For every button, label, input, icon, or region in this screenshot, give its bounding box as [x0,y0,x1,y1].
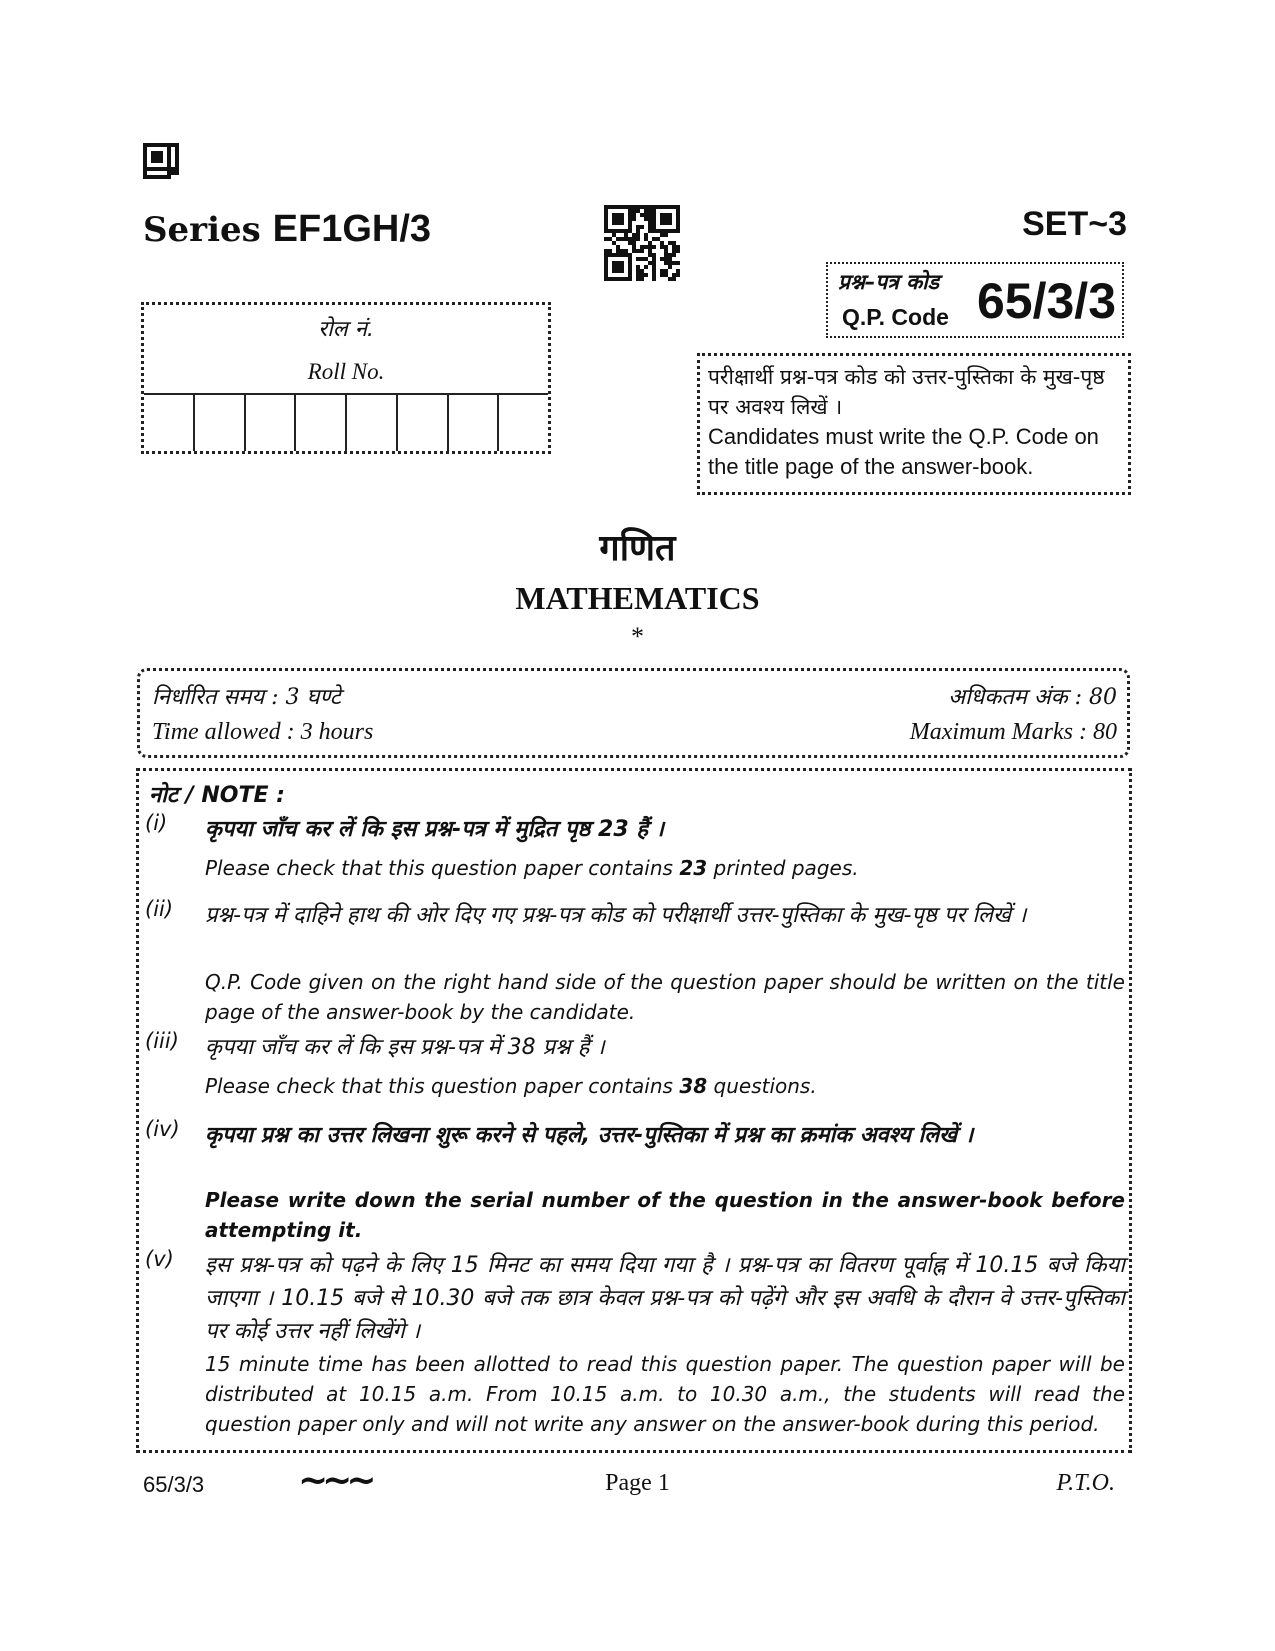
qr-module [175,175,179,179]
candidate-note-box [697,353,1131,495]
note-text: questions. [707,1074,817,1098]
note-item-en: Q.P. Code given on the right hand side of the question paper should be written on the title page of the answer-book by the candidate. [205,970,1125,1024]
qp-code-value: 65/3/3 [976,273,1116,329]
time-allowed-hi: निर्धारित समय : 3 घण्टे [152,685,341,710]
subject-title-hi: गणित [599,528,676,569]
footer-qp-code: 65/3/3 [143,1472,205,1497]
footer-pto: P.T.O. [1056,1470,1115,1496]
roll-cell[interactable] [296,395,347,451]
footer-page-number: Page 1 [605,1470,670,1496]
roll-cell[interactable] [144,395,195,451]
note-item-en [205,1071,1125,1101]
exam-info-box [137,668,1130,758]
roll-no-label-en: Roll No. [307,359,385,384]
qp-code-label-hi: प्रश्न–पत्र कोड [838,270,939,294]
roll-cell[interactable] [347,395,398,451]
roll-number-cells [144,393,548,451]
qr-code-main [604,205,680,281]
note-item-hi: प्रश्न-पत्र में दाहिने हाथ की ओर दिए गए प्रश्न-पत्र कोड को परीक्षार्थी उत्तर-पुस्तिका के मुख-पृष्ठ पर लिखें । [205,903,1027,928]
footer-ornament: ~~~ [298,1460,371,1501]
qp-code-label-en: Q.P. Code [842,304,949,330]
note-item-number: (iii) [145,1029,179,1053]
set-number: SET~3 [1022,205,1127,243]
note-text: Please check that this question paper contains [205,856,680,880]
qp-code-box [826,262,1124,338]
note-item-number: (ii) [145,897,174,921]
qr-module [676,277,680,281]
note-item-en: Please write down the serial number of the question in the answer-book before attempting it. [205,1188,1125,1242]
note-text: printed pages. [707,856,859,880]
qr-code-small [143,143,179,179]
note-item-number: (iv) [145,1117,180,1141]
note-item-hi: कृपया जाँच कर लें कि इस प्रश्न-पत्र में मुद्रित पृष्ठ 23 हैं । [205,817,664,842]
note-item-hi: कृपया जाँच कर लें कि इस प्रश्न-पत्र में 38 प्रश्न हैं । [205,1035,605,1060]
roll-cell[interactable] [398,395,449,451]
note-title: नोट / NOTE : [149,783,285,808]
note-text: Please check that this question paper contains [205,1074,680,1098]
note-item-number: (v) [145,1247,174,1271]
series-label: Series [143,210,261,250]
note-item-en: 15 minute time has been allotted to read this question paper. The question paper will be distributed at 10.15 a.m. From 10.15 a.m. to 10.30 a.m., the students will read the question paper only and will not write any answer on the answer-book during this period. [205,1352,1125,1436]
series-code [143,208,431,251]
max-marks-en: Maximum Marks : 80 [909,719,1117,745]
roll-cell[interactable] [449,395,500,451]
max-marks-hi: अधिकतम अंक : 80 [948,685,1117,710]
subject-mark: * [631,622,644,651]
note-count: 38 [679,1074,708,1098]
series-value: EF1GH/3 [272,208,432,250]
roll-no-label-hi: रोल नं. [318,317,374,342]
subject-title-en: MATHEMATICS [515,580,760,616]
note-item-hi: कृपया प्रश्न का उत्तर लिखना शुरू करने से पहले, उत्तर-पुस्तिका में प्रश्न का क्रमांक अवश्य लिखें । [205,1123,974,1148]
time-allowed-en: Time allowed : 3 hours [152,719,374,745]
note-box [136,768,1132,1453]
note-item-en [205,853,1125,883]
roll-number-box [141,302,551,454]
candidate-note-hi: परीक्षार्थी प्रश्न-पत्र कोड को उत्तर-पुस्तिका के मुख-पृष्ठ पर अवश्य लिखें । [708,365,1105,419]
candidate-note-en: Candidates must write the Q.P. Code on the title page of the answer-book. [708,424,1099,479]
roll-cell[interactable] [499,395,548,451]
roll-cell[interactable] [246,395,297,451]
note-count: 23 [679,856,708,880]
roll-cell[interactable] [195,395,246,451]
note-item-number: (i) [145,811,168,835]
note-item-hi: इस प्रश्न-पत्र को पढ़ने के लिए 15 मिनट का समय दिया गया है । प्रश्न-पत्र का वितरण पूर्वाह्न में 10.15 बजे किया जाएगा । 10.15 बजे से 10.30 बजे तक छात्र केवल प्रश्न-पत्र को पढ़ेंगे और इस अवधि के दौरान वे उत्तर-पुस्तिका पर कोई उत्तर नहीं लिखेंगे । [205,1253,1125,1344]
